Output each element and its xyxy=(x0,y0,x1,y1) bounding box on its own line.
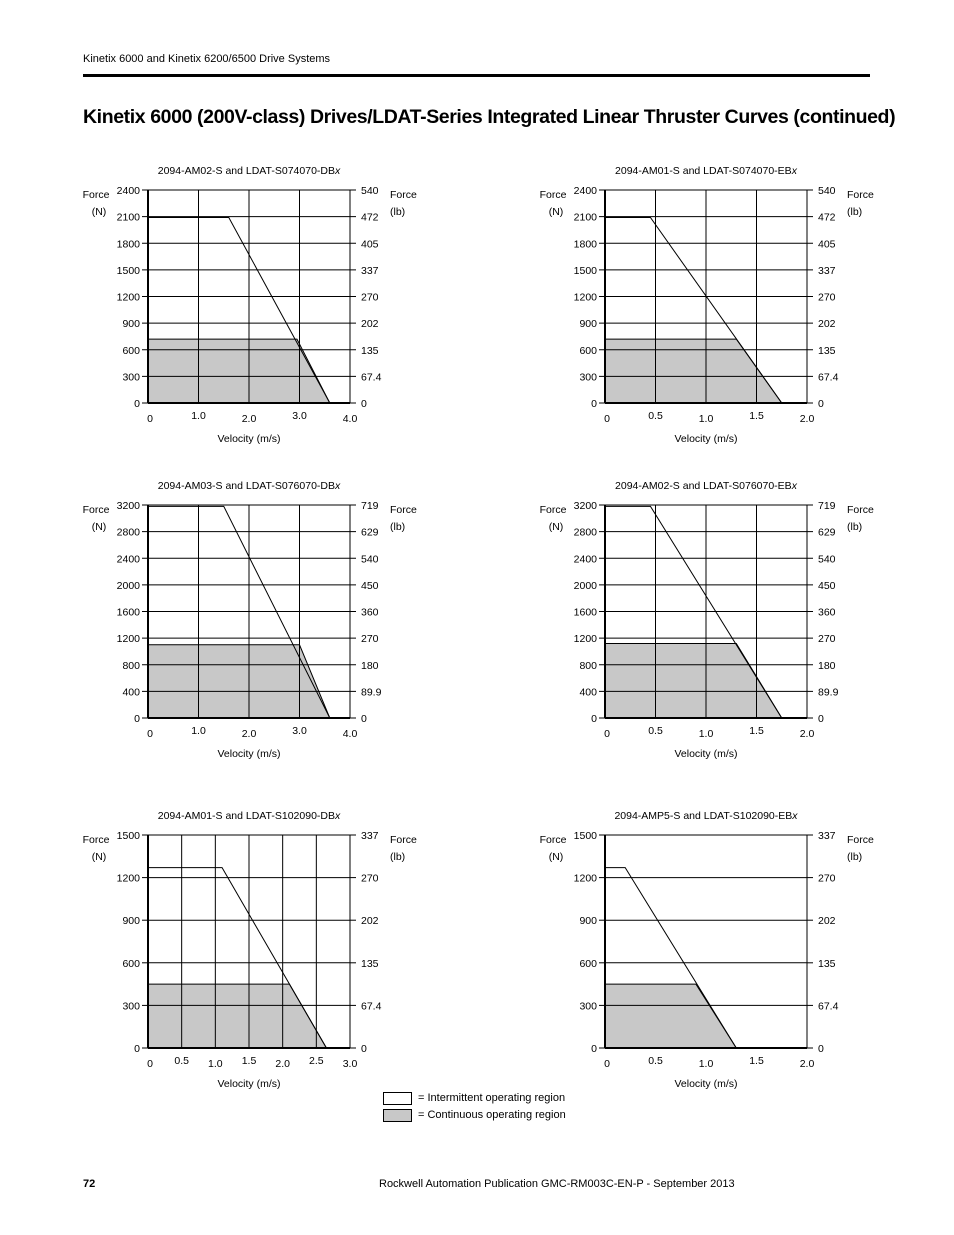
legend-row-intermittent xyxy=(383,1090,566,1106)
chart-4-tick-label-y2: 270 xyxy=(818,633,836,646)
chart-5-tick-label-x: 3.0 xyxy=(342,1058,358,1070)
chart-3-tick-label-y: 3200 xyxy=(116,500,140,512)
legend-swatch-intermittent xyxy=(383,1092,412,1105)
chart-6-tick-label-y: 600 xyxy=(579,957,597,970)
chart-5-tick-label-x: 1.5 xyxy=(241,1055,257,1067)
chart-2-tick-label-y: 300 xyxy=(579,371,597,384)
chart-6-tick-label-x: 0 xyxy=(604,1058,610,1070)
chart-3-tick-label-x: 2.0 xyxy=(241,728,257,740)
chart-3-left-label-line2: (N) xyxy=(91,521,107,533)
chart-2-xlabel: Velocity (m/s) xyxy=(674,433,738,445)
chart-1-tick-label-y2: 405 xyxy=(361,238,379,251)
chart-2-tick-label-y2: 337 xyxy=(818,264,836,277)
chart-2-title: 2094-AM01-S and LDAT-S074070-EBx xyxy=(615,165,797,177)
chart-3-tick-label-x: 0 xyxy=(147,728,153,740)
legend-swatch-continuous xyxy=(383,1109,412,1122)
chart-1-tick-label-x: 4.0 xyxy=(342,413,358,425)
chart-3-continuous-region xyxy=(148,645,330,718)
chart-1-tick-label-x: 0 xyxy=(147,413,153,425)
chart-1-tick-label-y2: 202 xyxy=(361,318,379,331)
chart-1-xlabel: Velocity (m/s) xyxy=(217,433,281,445)
chart-1-tick-label-y: 600 xyxy=(122,344,140,357)
chart-3-tick-label-y: 2000 xyxy=(116,579,140,592)
page-title: Kinetix 6000 (200V-class) Drives/LDAT-Series Integrated Linear Thruster Curves (continued) xyxy=(83,106,896,128)
page-number: 72 xyxy=(83,1178,96,1190)
chart-5-tick-label-x: 0 xyxy=(147,1058,153,1070)
chart-3 xyxy=(80,475,440,765)
chart-2-tick-label-y: 1500 xyxy=(573,264,597,277)
chart-1-tick-label-x: 2.0 xyxy=(241,413,257,425)
chart-3-tick-label-x: 3.0 xyxy=(292,725,307,737)
chart-5-left-label-line1: Force xyxy=(82,834,110,846)
chart-4-right-label-line1: Force xyxy=(847,504,874,516)
chart-5-tick-label-y2: 135 xyxy=(361,957,379,970)
chart-3-tick-label-y2: 0 xyxy=(361,713,367,725)
chart-5-tick-label-y2: 0 xyxy=(361,1043,367,1055)
chart-1-left-label-line1: Force xyxy=(82,189,110,201)
chart-1 xyxy=(80,160,440,450)
chart-4-tick-label-y2: 629 xyxy=(818,526,836,539)
chart-3-tick-label-y: 0 xyxy=(134,713,140,725)
chart-4-title: 2094-AM02-S and LDAT-S076070-EBx xyxy=(615,480,797,492)
chart-1-tick-label-y: 2400 xyxy=(116,185,140,197)
chart-3-tick-label-y2: 89.9 xyxy=(361,686,382,699)
chart-2-tick-label-y2: 540 xyxy=(818,185,836,197)
chart-1-tick-label-y: 900 xyxy=(122,318,140,331)
chart-6-right-label-line1: Force xyxy=(847,834,874,846)
legend-label-intermittent: = Intermittent operating region xyxy=(418,1092,566,1104)
header-rule xyxy=(83,74,870,77)
chart-6-tick-label-y2: 67.4 xyxy=(818,1000,839,1013)
chart-6-tick-label-y: 1200 xyxy=(573,872,597,885)
chart-1-tick-label-y: 1500 xyxy=(116,264,140,277)
chart-6-tick-label-x: 0.5 xyxy=(648,1055,663,1067)
chart-3-tick-label-y2: 450 xyxy=(361,579,379,592)
chart-1-title: 2094-AM02-S and LDAT-S074070-DBx xyxy=(157,165,341,177)
chart-6-tick-label-y2: 135 xyxy=(818,957,836,970)
chart-2-tick-label-x: 0.5 xyxy=(648,410,663,422)
chart-4-tick-label-y: 2400 xyxy=(573,553,597,566)
chart-5-left-label-line2: (N) xyxy=(91,851,107,863)
chart-5-tick-label-y2: 202 xyxy=(361,915,379,928)
chart-3-tick-label-y2: 360 xyxy=(361,606,379,619)
chart-6-tick-label-x: 2.0 xyxy=(799,1058,815,1070)
chart-5-tick-label-y2: 67.4 xyxy=(361,1000,382,1013)
chart-4-tick-label-x: 2.0 xyxy=(799,728,815,740)
publication-info: Rockwell Automation Publication GMC-RM003C-EN-P - September 2013 xyxy=(379,1178,735,1190)
chart-4-tick-label-y2: 89.9 xyxy=(818,686,839,699)
chart-1-tick-label-y2: 0 xyxy=(361,398,367,410)
chart-5-tick-label-y2: 337 xyxy=(361,830,379,842)
chart-4-tick-label-y: 1200 xyxy=(573,633,597,646)
chart-6-tick-label-y: 900 xyxy=(579,915,597,928)
chart-5-tick-label-y: 1200 xyxy=(116,872,140,885)
chart-5-continuous-region xyxy=(148,984,326,1048)
chart-4-tick-label-y: 2000 xyxy=(573,579,597,592)
chart-4-tick-label-y2: 719 xyxy=(818,500,836,512)
chart-2-tick-label-x: 1.0 xyxy=(698,413,714,425)
legend xyxy=(383,1090,566,1124)
chart-2-tick-label-y: 900 xyxy=(579,318,597,331)
chart-4-tick-label-y: 0 xyxy=(591,713,597,725)
chart-4-xlabel: Velocity (m/s) xyxy=(674,748,738,760)
chart-1-tick-label-y: 1800 xyxy=(116,238,140,251)
chart-4-tick-label-y: 800 xyxy=(579,659,597,672)
chart-3-tick-label-y: 2800 xyxy=(116,526,140,539)
chart-3-right-label-line2: (lb) xyxy=(390,521,406,533)
chart-1-continuous-region xyxy=(148,339,330,403)
chart-3-tick-label-x: 1.0 xyxy=(191,725,206,737)
chart-2-right-label-line1: Force xyxy=(847,189,874,201)
chart-3-right-label-line1: Force xyxy=(390,504,417,516)
chart-4-right-label-line2: (lb) xyxy=(847,521,863,533)
chart-2-tick-label-y2: 405 xyxy=(818,238,836,251)
chart-1-tick-label-y2: 270 xyxy=(361,291,379,304)
running-header: Kinetix 6000 and Kinetix 6200/6500 Drive Systems xyxy=(83,53,331,65)
chart-2-tick-label-y2: 270 xyxy=(818,291,836,304)
chart-1-right-label-line2: (lb) xyxy=(390,206,406,218)
chart-1-tick-label-y: 0 xyxy=(134,398,140,410)
chart-4-tick-label-y: 2800 xyxy=(573,526,597,539)
chart-4-continuous-region xyxy=(605,643,782,718)
chart-5-tick-label-x: 2.5 xyxy=(309,1055,324,1067)
chart-1-tick-label-y: 2100 xyxy=(116,211,140,224)
chart-3-title: 2094-AM03-S and LDAT-S076070-DBx xyxy=(157,480,341,492)
chart-4-tick-label-x: 0 xyxy=(604,728,610,740)
chart-4-tick-label-y: 3200 xyxy=(573,500,597,512)
chart-2-left-label-line1: Force xyxy=(539,189,567,201)
chart-4-tick-label-y2: 180 xyxy=(818,659,836,672)
chart-3-left-label-line1: Force xyxy=(82,504,110,516)
chart-3-tick-label-y2: 629 xyxy=(361,526,379,539)
chart-3-tick-label-x: 4.0 xyxy=(342,728,358,740)
chart-5-xlabel: Velocity (m/s) xyxy=(217,1078,281,1090)
legend-label-continuous: = Continuous operating region xyxy=(418,1109,566,1121)
chart-5-tick-label-y: 600 xyxy=(122,957,140,970)
chart-6-tick-label-y2: 270 xyxy=(818,872,836,885)
chart-1-left-label-line2: (N) xyxy=(91,206,107,218)
chart-6-tick-label-y2: 0 xyxy=(818,1043,824,1055)
chart-6-tick-label-y: 300 xyxy=(579,1000,597,1013)
chart-2-tick-label-y: 0 xyxy=(591,398,597,410)
chart-5-tick-label-x: 1.0 xyxy=(208,1058,223,1070)
chart-1-tick-label-x: 1.0 xyxy=(191,410,206,422)
chart-2-tick-label-x: 2.0 xyxy=(799,413,815,425)
chart-4-left-label-line1: Force xyxy=(539,504,567,516)
chart-2-tick-label-y2: 472 xyxy=(818,211,836,224)
chart-3-tick-label-y2: 719 xyxy=(361,500,379,512)
chart-2-tick-label-y: 2400 xyxy=(573,185,597,197)
chart-6-tick-label-x: 1.5 xyxy=(749,1055,764,1067)
chart-5-title: 2094-AM01-S and LDAT-S102090-DBx xyxy=(157,810,341,822)
chart-4-tick-label-y2: 540 xyxy=(818,553,836,566)
chart-2-tick-label-y2: 0 xyxy=(818,398,824,410)
chart-3-tick-label-y2: 180 xyxy=(361,659,379,672)
chart-5-right-label-line2: (lb) xyxy=(390,851,406,863)
chart-2-tick-label-x: 0 xyxy=(604,413,610,425)
chart-2-right-label-line2: (lb) xyxy=(847,206,863,218)
chart-1-tick-label-y2: 135 xyxy=(361,344,379,357)
chart-4-tick-label-x: 1.0 xyxy=(698,728,714,740)
chart-1-tick-label-y2: 472 xyxy=(361,211,379,224)
chart-4-tick-label-y2: 450 xyxy=(818,579,836,592)
chart-5-tick-label-x: 2.0 xyxy=(275,1058,290,1070)
chart-6-xlabel: Velocity (m/s) xyxy=(674,1078,738,1090)
chart-2 xyxy=(537,160,897,450)
chart-1-tick-label-y: 1200 xyxy=(116,291,140,304)
chart-5-tick-label-y2: 270 xyxy=(361,872,379,885)
chart-6-title: 2094-AMP5-S and LDAT-S102090-EBx xyxy=(614,810,798,822)
chart-6-left-label-line1: Force xyxy=(539,834,567,846)
chart-4-tick-label-x: 1.5 xyxy=(749,725,764,737)
legend-row-continuous xyxy=(383,1107,566,1123)
chart-3-tick-label-y: 2400 xyxy=(116,553,140,566)
chart-4-tick-label-y: 1600 xyxy=(573,606,597,619)
chart-2-tick-label-y2: 202 xyxy=(818,318,836,331)
chart-6 xyxy=(537,805,897,1095)
chart-6-tick-label-y2: 202 xyxy=(818,915,836,928)
chart-6-right-label-line2: (lb) xyxy=(847,851,863,863)
chart-4-left-label-line2: (N) xyxy=(548,521,564,533)
chart-4-tick-label-y2: 360 xyxy=(818,606,836,619)
chart-3-tick-label-y: 400 xyxy=(122,686,140,699)
chart-5-tick-label-y: 0 xyxy=(134,1043,140,1055)
chart-5-tick-label-y: 900 xyxy=(122,915,140,928)
chart-2-tick-label-y: 1200 xyxy=(573,291,597,304)
chart-3-tick-label-y: 1600 xyxy=(116,606,140,619)
chart-6-tick-label-y2: 337 xyxy=(818,830,836,842)
chart-6-tick-label-x: 1.0 xyxy=(698,1058,714,1070)
chart-2-tick-label-y2: 67.4 xyxy=(818,371,839,384)
chart-2-continuous-region xyxy=(605,339,782,403)
chart-4 xyxy=(537,475,897,765)
chart-3-xlabel: Velocity (m/s) xyxy=(217,748,281,760)
chart-2-tick-label-y: 600 xyxy=(579,344,597,357)
chart-6-tick-label-y: 0 xyxy=(591,1043,597,1055)
chart-3-tick-label-y2: 540 xyxy=(361,553,379,566)
chart-1-tick-label-y2: 337 xyxy=(361,264,379,277)
chart-2-tick-label-y: 2100 xyxy=(573,211,597,224)
chart-1-right-label-line1: Force xyxy=(390,189,417,201)
chart-3-tick-label-y: 800 xyxy=(122,659,140,672)
chart-1-tick-label-y2: 540 xyxy=(361,185,379,197)
chart-5-tick-label-y: 300 xyxy=(122,1000,140,1013)
chart-6-left-label-line2: (N) xyxy=(548,851,564,863)
chart-1-tick-label-y: 300 xyxy=(122,371,140,384)
chart-2-tick-label-y2: 135 xyxy=(818,344,836,357)
chart-4-tick-label-y2: 0 xyxy=(818,713,824,725)
chart-3-tick-label-y: 1200 xyxy=(116,633,140,646)
chart-5 xyxy=(80,805,440,1095)
chart-3-tick-label-y2: 270 xyxy=(361,633,379,646)
chart-1-tick-label-y2: 67.4 xyxy=(361,371,382,384)
chart-2-tick-label-y: 1800 xyxy=(573,238,597,251)
chart-1-tick-label-x: 3.0 xyxy=(292,410,307,422)
chart-6-tick-label-y: 1500 xyxy=(573,830,597,842)
chart-2-left-label-line2: (N) xyxy=(548,206,564,218)
chart-5-tick-label-y: 1500 xyxy=(116,830,140,842)
chart-5-tick-label-x: 0.5 xyxy=(174,1055,189,1067)
chart-4-tick-label-x: 0.5 xyxy=(648,725,663,737)
chart-2-tick-label-x: 1.5 xyxy=(749,410,764,422)
chart-5-right-label-line1: Force xyxy=(390,834,417,846)
chart-4-tick-label-y: 400 xyxy=(579,686,597,699)
